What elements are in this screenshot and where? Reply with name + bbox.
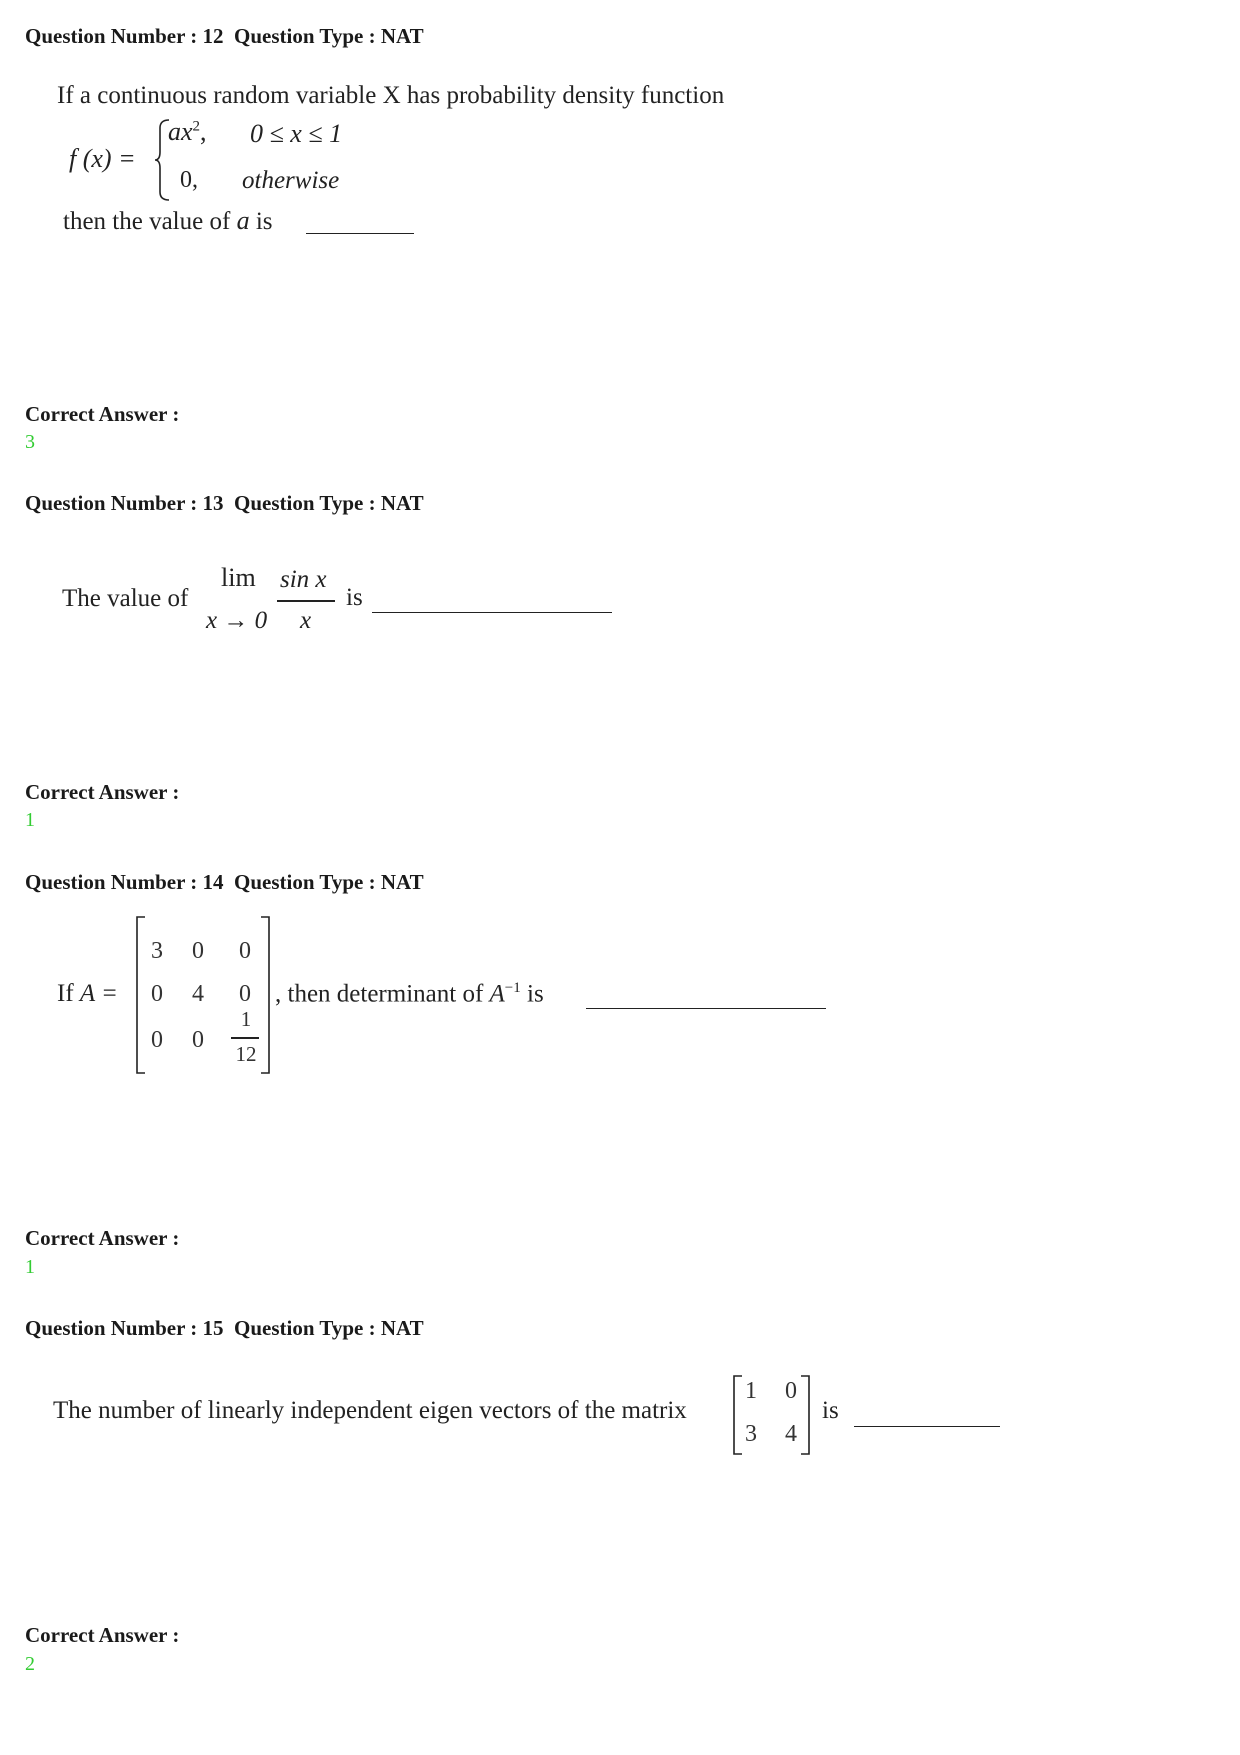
question-header: Question Number : 15 Question Type : NAT xyxy=(25,1316,424,1340)
if-text: If xyxy=(57,980,74,1007)
correct-answer-value: 3 xyxy=(25,431,35,453)
question-text: If a continuous random variable X has probability density function xyxy=(57,82,725,109)
tail-is: is xyxy=(527,980,544,1008)
matrix-variable: A = xyxy=(79,980,118,1007)
fraction-numerator: sin x xyxy=(280,566,327,593)
matrix-cell: 0 xyxy=(239,938,251,964)
question-tail: is xyxy=(346,584,363,611)
case1-comma: , xyxy=(200,117,207,146)
correct-answer-label: Correct Answer : xyxy=(25,780,180,804)
correct-answer-label: Correct Answer : xyxy=(25,402,180,426)
matrix-cell: 0 xyxy=(192,1027,204,1053)
matrix-cell: 0 xyxy=(151,981,163,1007)
case2-condition: otherwise xyxy=(242,167,340,194)
matrix-cell: 3 xyxy=(151,938,163,964)
question-tail xyxy=(63,206,273,236)
question-text xyxy=(57,980,118,1008)
fraction-numerator: 1 xyxy=(240,1007,252,1031)
correct-answer-value: 2 xyxy=(25,1653,35,1675)
question-header: Question Number : 14 Question Type : NAT xyxy=(25,870,424,894)
case1-exponent: 2 xyxy=(192,118,201,135)
limit-subscript: x → 0 xyxy=(206,607,268,634)
answer-blank xyxy=(372,612,612,613)
correct-answer-value: 1 xyxy=(25,809,35,831)
fraction-bar xyxy=(231,1037,259,1039)
fraction-denominator: x xyxy=(300,607,312,634)
matrix-cell: 3 xyxy=(745,1421,757,1447)
question-header: Question Number : 13 Question Type : NAT xyxy=(25,491,424,515)
case1-expression xyxy=(168,117,207,147)
question-tail xyxy=(275,980,544,1008)
question-text: The value of xyxy=(62,585,189,612)
tail-text: , then determinant of xyxy=(275,980,484,1008)
inverse-exponent: −1 xyxy=(504,980,521,996)
fraction-denominator: 12 xyxy=(235,1042,257,1066)
question-header: Question Number : 12 Question Type : NAT xyxy=(25,24,424,48)
matrix-cell: 0 xyxy=(151,1027,163,1053)
answer-blank xyxy=(854,1426,1000,1427)
matrix-cell: 4 xyxy=(785,1421,797,1447)
matrix-cell: 0 xyxy=(192,938,204,964)
function-label: f (x) = xyxy=(69,144,136,173)
correct-answer-value: 1 xyxy=(25,1256,35,1278)
fraction-bar xyxy=(277,600,335,602)
question-tail: is xyxy=(822,1397,839,1424)
matrix-left-bracket xyxy=(135,916,147,1074)
correct-answer-label: Correct Answer : xyxy=(25,1623,180,1647)
matrix-cell: 1 xyxy=(745,1378,757,1404)
tail-is: is xyxy=(255,208,273,235)
question-text: The number of linearly independent eigen vectors of the matrix xyxy=(53,1397,687,1424)
case1-expr: ax xyxy=(168,117,193,146)
matrix-cell: 0 xyxy=(239,981,251,1007)
variable: a xyxy=(236,206,250,235)
inverse-base: A xyxy=(489,980,505,1008)
answer-blank xyxy=(586,1008,826,1009)
tail-text: then the value of xyxy=(63,208,231,235)
answer-blank xyxy=(306,233,414,234)
correct-answer-label: Correct Answer : xyxy=(25,1226,180,1250)
matrix-cell: 4 xyxy=(192,981,204,1007)
case1-condition: 0 ≤ x ≤ 1 xyxy=(250,119,343,148)
limit-operator: lim xyxy=(221,563,256,592)
matrix-cell: 0 xyxy=(785,1378,797,1404)
case2-expression: 0, xyxy=(180,167,198,193)
